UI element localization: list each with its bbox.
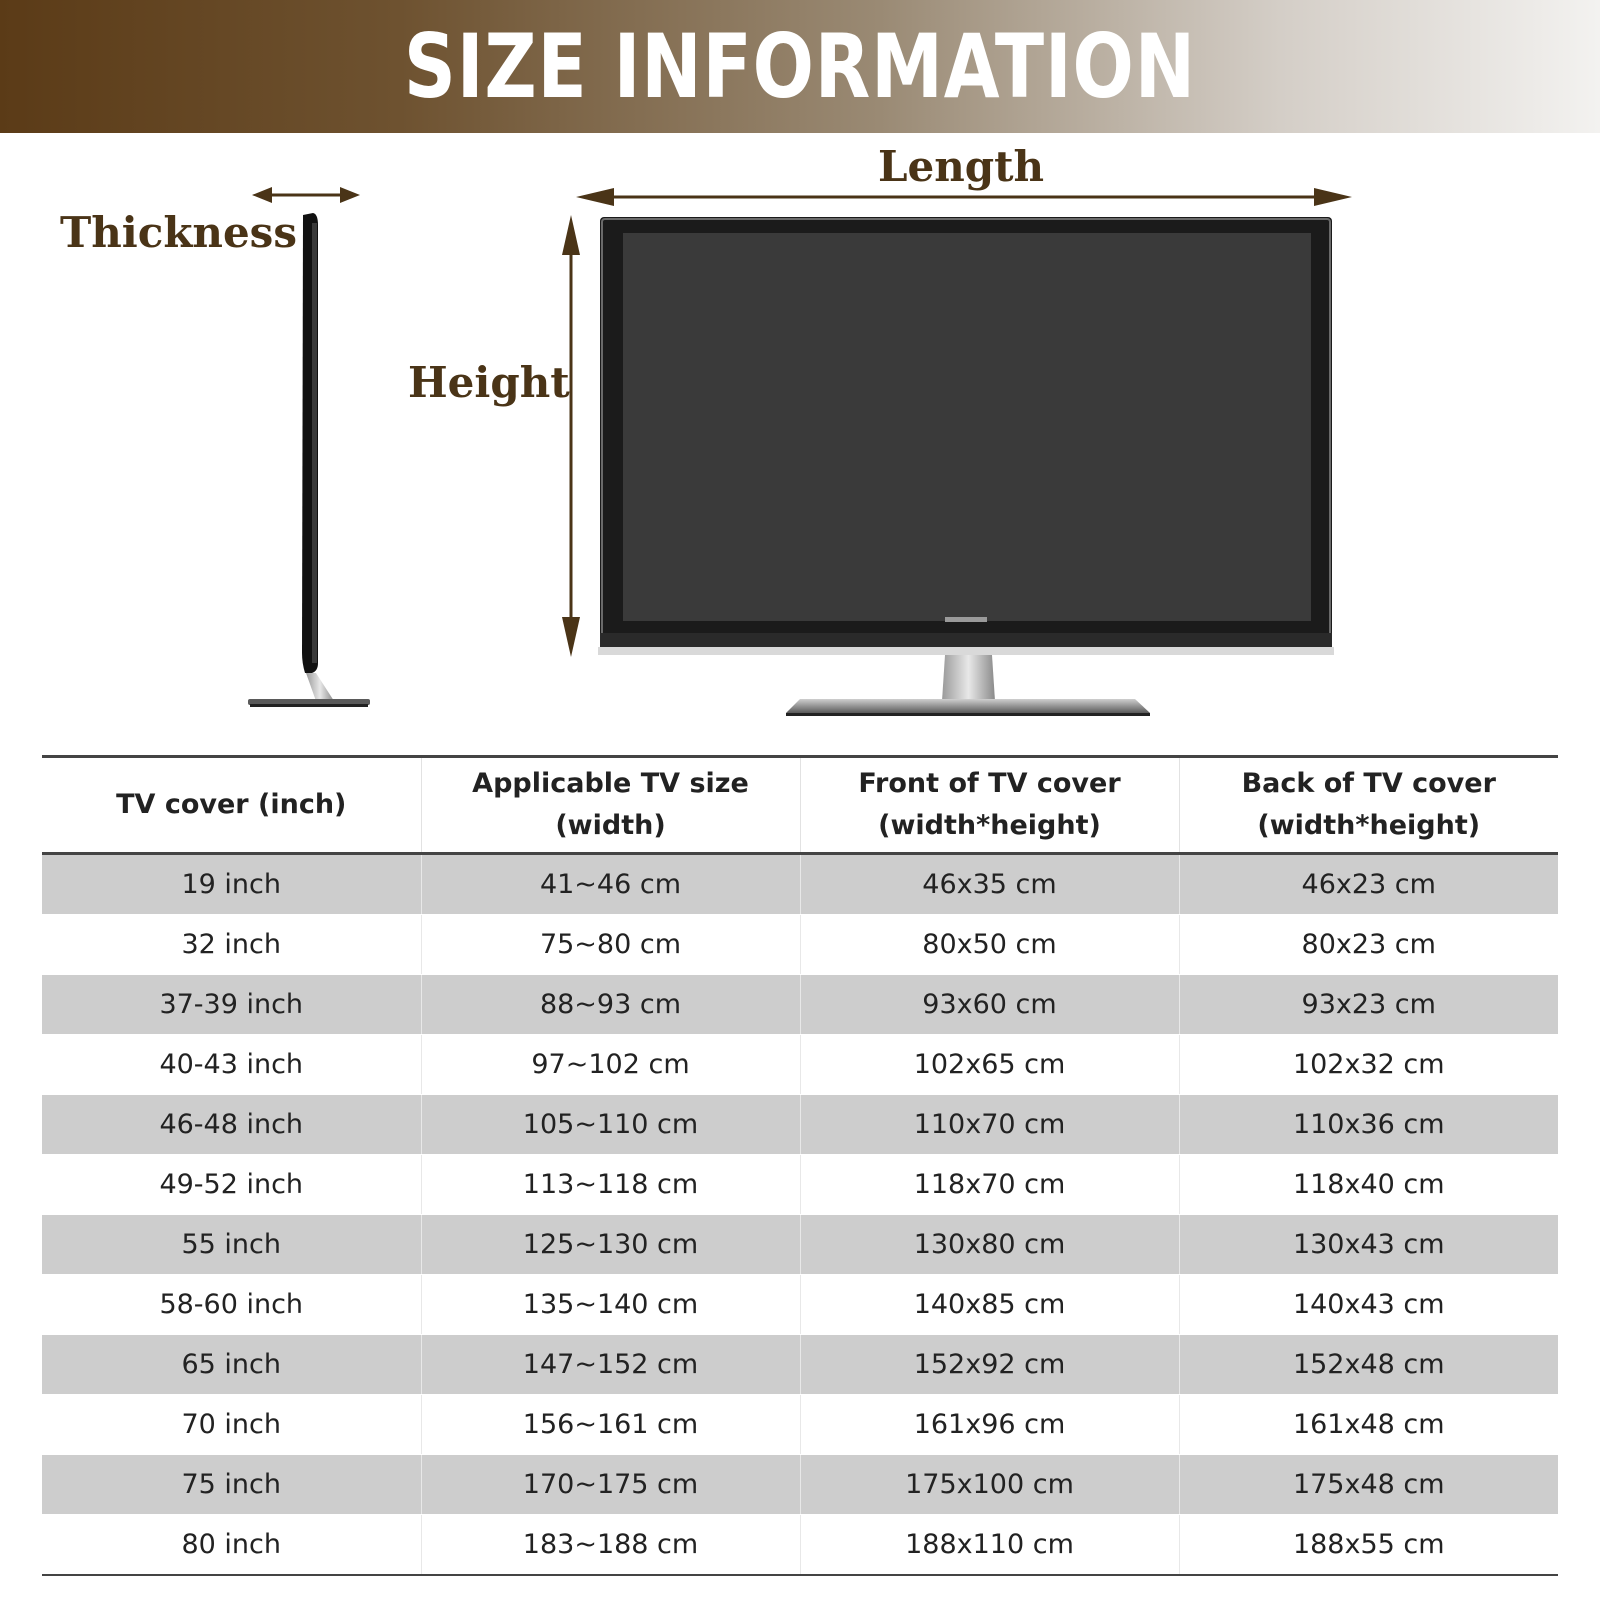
length-label: Length	[878, 142, 1045, 191]
cell-applicable-size: 113~118 cm	[421, 1155, 800, 1215]
cell-tv-cover: 37-39 inch	[42, 975, 421, 1035]
table-row	[42, 975, 1558, 1035]
cell-tv-cover: 80 inch	[42, 1515, 421, 1576]
table-row	[42, 1095, 1558, 1155]
table-row	[42, 1335, 1558, 1395]
header-back-cover-line1: Back of TV cover	[1241, 768, 1496, 799]
cell-applicable-size: 170~175 cm	[421, 1455, 800, 1515]
cell-front-cover: 175x100 cm	[800, 1455, 1179, 1515]
cell-front-cover: 80x50 cm	[800, 915, 1179, 975]
cell-tv-cover: 70 inch	[42, 1395, 421, 1455]
cell-back-cover: 110x36 cm	[1179, 1095, 1558, 1155]
table-row	[42, 1395, 1558, 1455]
cell-back-cover: 102x32 cm	[1179, 1035, 1558, 1095]
table-row	[42, 1455, 1558, 1515]
page-title: SIZE INFORMATION	[404, 15, 1196, 118]
cell-applicable-size: 88~93 cm	[421, 975, 800, 1035]
size-table	[42, 755, 1558, 1576]
tv-front-view	[598, 217, 1334, 716]
cell-back-cover: 152x48 cm	[1179, 1335, 1558, 1395]
table-row	[42, 1515, 1558, 1576]
cell-front-cover: 140x85 cm	[800, 1275, 1179, 1335]
height-label: Height	[408, 358, 570, 407]
header-applicable-size-line2: (width)	[555, 810, 666, 841]
cell-front-cover: 93x60 cm	[800, 975, 1179, 1035]
cell-applicable-size: 156~161 cm	[421, 1395, 800, 1455]
table-row	[42, 1275, 1558, 1335]
cell-front-cover: 110x70 cm	[800, 1095, 1179, 1155]
cell-tv-cover: 58-60 inch	[42, 1275, 421, 1335]
cell-tv-cover: 46-48 inch	[42, 1095, 421, 1155]
table-row	[42, 1155, 1558, 1215]
table-row	[42, 1035, 1558, 1095]
cell-tv-cover: 40-43 inch	[42, 1035, 421, 1095]
cell-tv-cover: 32 inch	[42, 915, 421, 975]
cell-back-cover: 188x55 cm	[1179, 1515, 1558, 1576]
cell-applicable-size: 125~130 cm	[421, 1215, 800, 1275]
cell-front-cover: 188x110 cm	[800, 1515, 1179, 1576]
thickness-arrow	[252, 187, 360, 203]
tv-side-view	[248, 213, 370, 707]
cell-back-cover: 80x23 cm	[1179, 915, 1558, 975]
cell-front-cover: 46x35 cm	[800, 854, 1179, 915]
header-back-cover-line2: (width*height)	[1257, 810, 1481, 841]
cell-tv-cover: 75 inch	[42, 1455, 421, 1515]
cell-back-cover: 93x23 cm	[1179, 975, 1558, 1035]
cell-applicable-size: 97~102 cm	[421, 1035, 800, 1095]
cell-tv-cover: 49-52 inch	[42, 1155, 421, 1215]
cell-applicable-size: 75~80 cm	[421, 915, 800, 975]
height-arrow	[562, 215, 580, 657]
cell-applicable-size: 105~110 cm	[421, 1095, 800, 1155]
cell-back-cover: 118x40 cm	[1179, 1155, 1558, 1215]
cell-applicable-size: 183~188 cm	[421, 1515, 800, 1576]
cell-applicable-size: 41~46 cm	[421, 854, 800, 915]
header-back-cover	[1179, 757, 1558, 854]
header-front-cover	[800, 757, 1179, 854]
cell-back-cover: 46x23 cm	[1179, 854, 1558, 915]
cell-back-cover: 140x43 cm	[1179, 1275, 1558, 1335]
header-tv-cover-line1: TV cover (inch)	[116, 789, 347, 820]
table-row	[42, 915, 1558, 975]
cell-applicable-size: 135~140 cm	[421, 1275, 800, 1335]
header-tv-cover	[42, 757, 421, 854]
header-applicable-size-line1: Applicable TV size	[472, 768, 749, 799]
header-applicable-size	[421, 757, 800, 854]
cell-back-cover: 161x48 cm	[1179, 1395, 1558, 1455]
thickness-label: Thickness	[60, 208, 297, 257]
cell-tv-cover: 65 inch	[42, 1335, 421, 1395]
table-row	[42, 854, 1558, 915]
cell-back-cover: 175x48 cm	[1179, 1455, 1558, 1515]
header-front-cover-line2: (width*height)	[878, 810, 1101, 841]
cell-front-cover: 118x70 cm	[800, 1155, 1179, 1215]
header-front-cover-line1: Front of TV cover	[858, 768, 1121, 799]
cell-applicable-size: 147~152 cm	[421, 1335, 800, 1395]
cell-tv-cover: 19 inch	[42, 854, 421, 915]
cell-back-cover: 130x43 cm	[1179, 1215, 1558, 1275]
cell-tv-cover: 55 inch	[42, 1215, 421, 1275]
cell-front-cover: 130x80 cm	[800, 1215, 1179, 1275]
title-banner	[0, 0, 1600, 133]
cell-front-cover: 102x65 cm	[800, 1035, 1179, 1095]
table-row	[42, 1215, 1558, 1275]
cell-front-cover: 161x96 cm	[800, 1395, 1179, 1455]
cell-front-cover: 152x92 cm	[800, 1335, 1179, 1395]
table-header-row	[42, 757, 1558, 854]
